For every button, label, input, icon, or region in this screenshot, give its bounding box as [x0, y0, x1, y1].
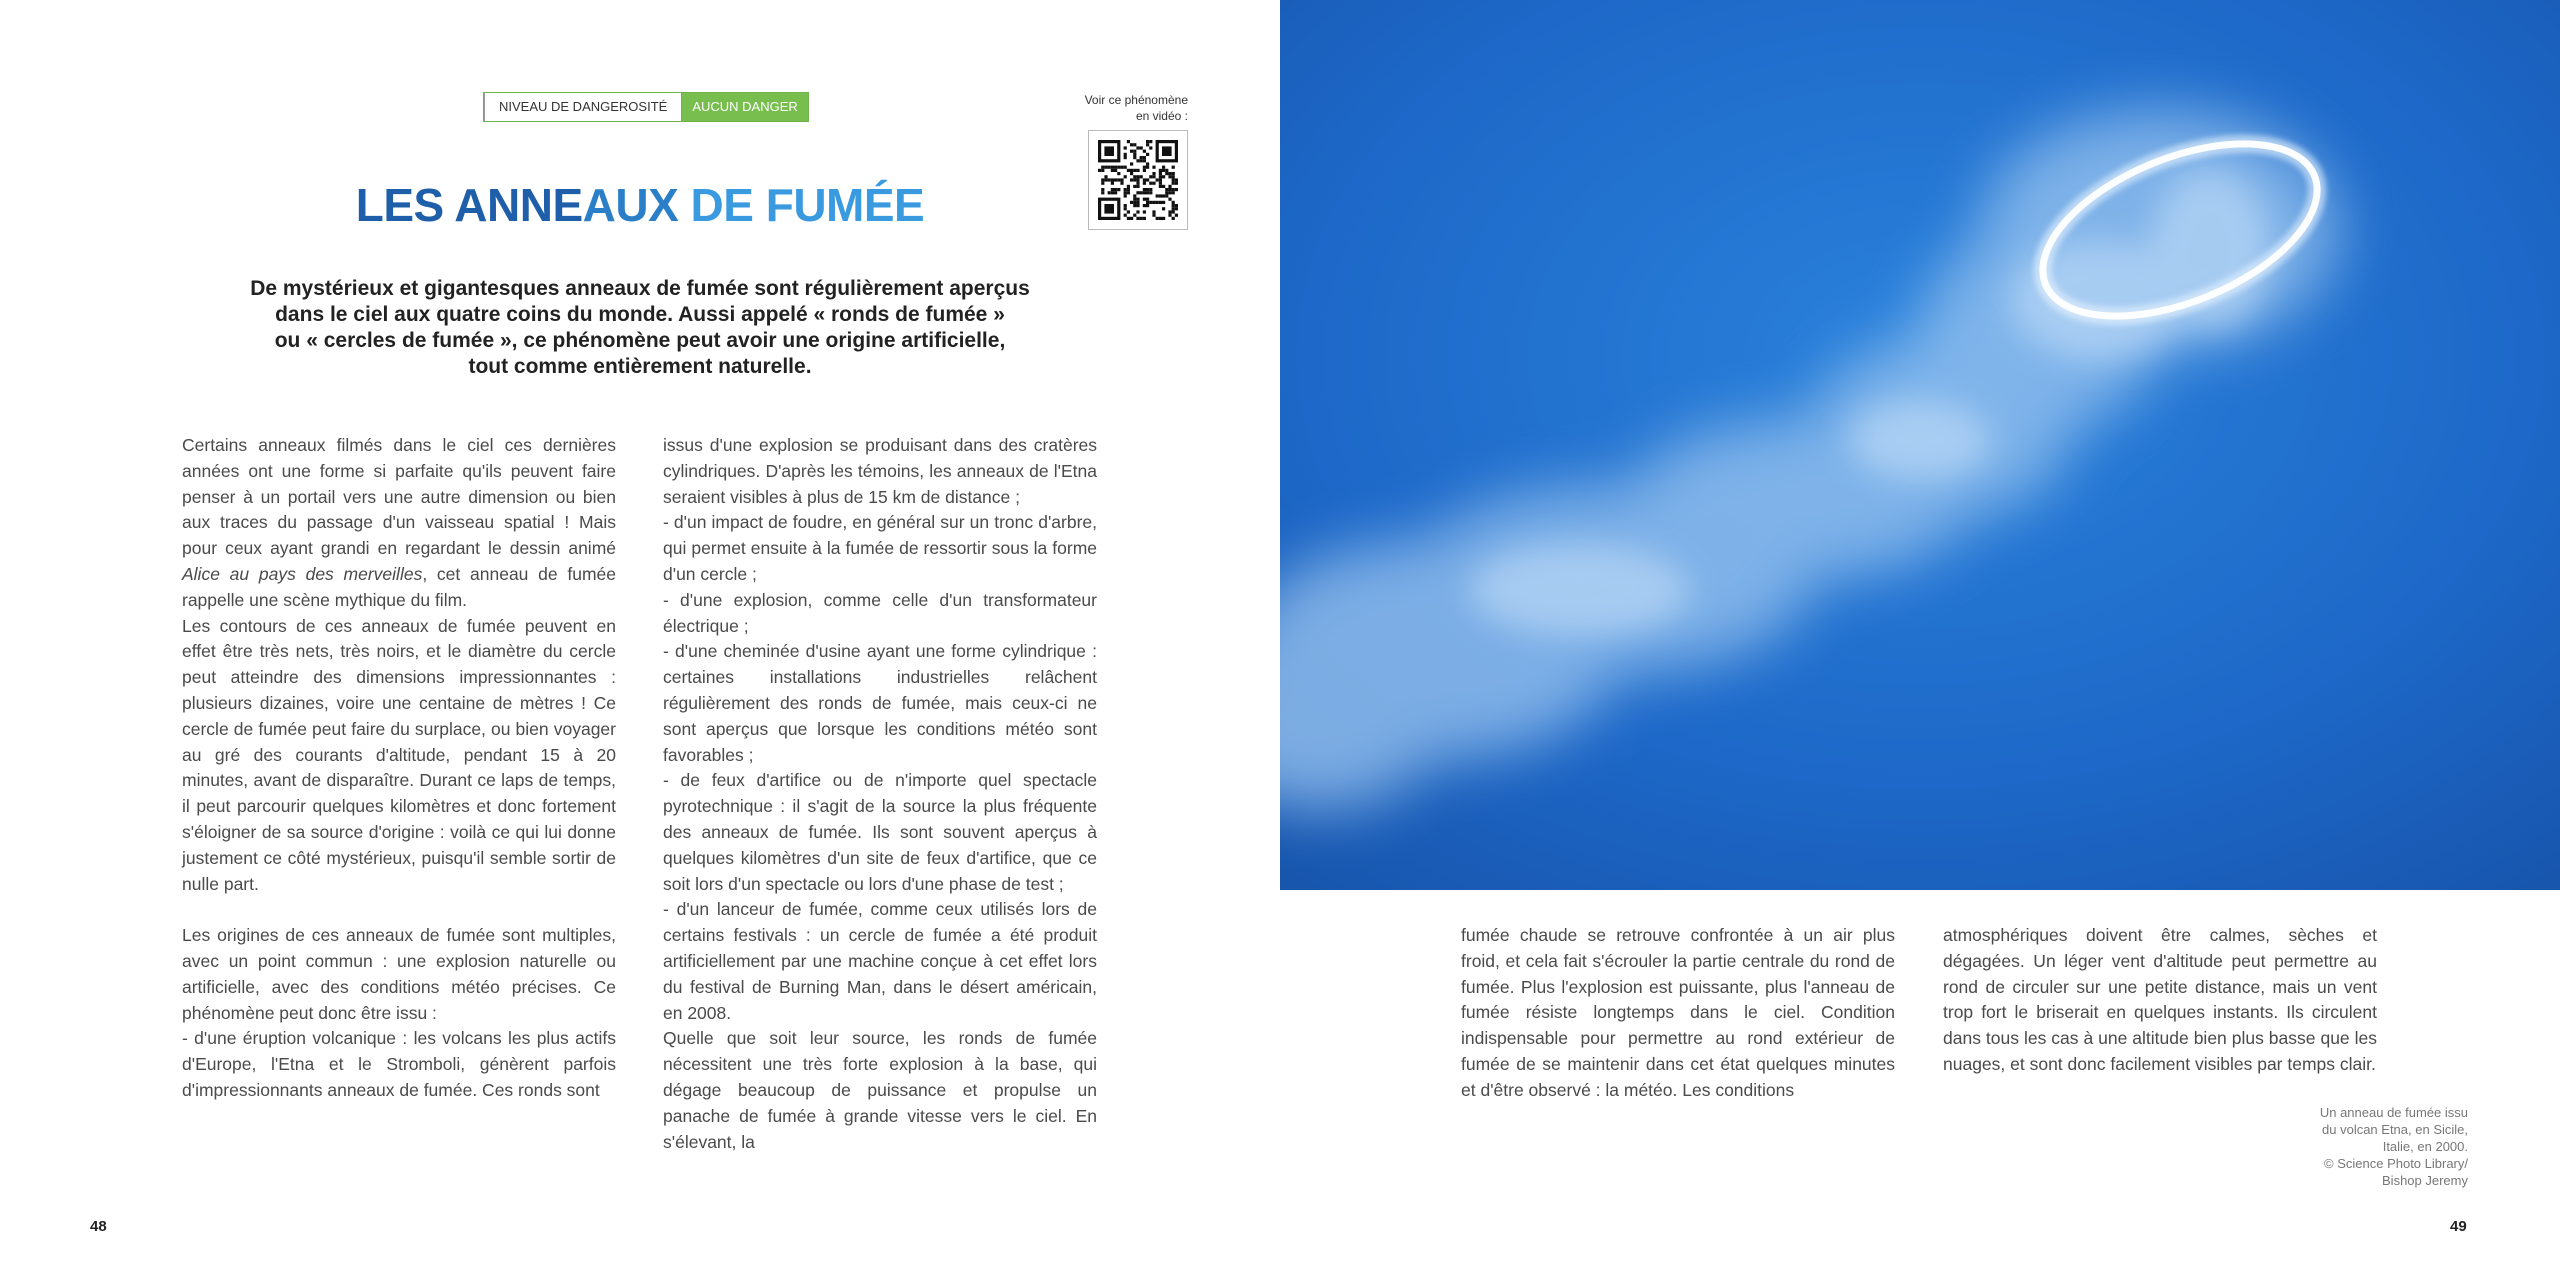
body-paragraph: Les contours de ces anneaux de fumée peuvent en effet être très nets, très noirs, et le diamètre du cercle peut atteindre des dimensions impressionnantes : plusieurs dizaines, voire une centaine de mètres ! Ce cercle de fumée peut faire du surplace, ou bien voyager au gré des courants d'altitude, pendant 15 à 20 minutes, avant de disparaître. Durant ce laps de temps, il peut parcourir quelques kilomètres et donc fortement s'éloigner de sa source d'origine : voilà ce qui lui donne justement ce côté mystérieux, puisqu'il semble sortir de nulle part. [182, 615, 616, 894]
intro-line: ou « cercles de fumée », ce phénomène peut avoir une origine artificielle, [274, 329, 1006, 352]
title-part-1: LES ANNE [355, 179, 583, 231]
caption-line: Italie, en 2000. [2382, 1139, 2468, 1154]
body-text: Certains anneaux filmés dans le ciel ces dernières années ont une forme si parfaite qu'ils peuvent faire penser à un portail vers une autre dimension ou bien aux traces du passage d'un vaisseau spatial ! Mais pour ceux ayant grandi en regardant le dessin animé [182, 435, 616, 559]
video-note [1030, 92, 1188, 124]
title-part-2: AUX [582, 179, 691, 231]
body-paragraph: Les origines de ces anneaux de fumée sont multiples, avec un point commun : une explosion naturelle ou artificielle, avec des conditions météo précises. Ce phénomène peut donc être issu : [182, 925, 616, 1023]
qr-code-icon [1098, 140, 1178, 220]
body-paragraph: Quelle que soit leur source, les ronds de fumée nécessitent une très forte explosion à la base, qui dégage beaucoup de puissance et propulse un panache de fumée à grande vitesse vers le ciel. En s'élevant, la [663, 1028, 1097, 1152]
intro-paragraph [200, 276, 1080, 380]
smoke-ring-image [1280, 0, 2560, 890]
video-note-line1: Voir ce phénomène [1084, 93, 1188, 107]
text-column-1 [182, 433, 616, 1104]
body-paragraph: - d'un lanceur de fumée, comme ceux utilisés lors de certains festivals : un cercle de fumée a été produit artificiellement par une machine conçue à cet effet lors du festival de Burning Man, dans le désert américain, en 2008. [663, 899, 1097, 1023]
body-paragraph: atmosphériques doivent être calmes, sèches et dégagées. Un léger vent d'altitude peut permettre au rond de circuler sur une petite distance, mais un vent trop fort le briserait en quelques instants. Ils circulent dans tous les cas à une altitude bien plus basse que les nuages, et sont donc facilement visibles par temps clair. [1943, 925, 2377, 1074]
caption-line: Un anneau de fumée issu [2319, 1105, 2468, 1120]
body-text: , cet anneau de fumée rappelle une scène mythique du film. [182, 563, 617, 610]
intro-line: tout comme entièrement naturelle. [468, 355, 812, 378]
body-paragraph: - d'une explosion, comme celle d'un transformateur électrique ; [663, 589, 1097, 636]
caption-line: du volcan Etna, en Sicile, [2322, 1122, 2468, 1137]
danger-level-badge [483, 92, 809, 122]
intro-line: dans le ciel aux quatre coins du monde. Aussi appelé « ronds de fumée » [275, 303, 1005, 326]
body-paragraph: - d'un impact de foudre, en général sur un tronc d'arbre, qui permet ensuite à la fumée de ressortir sous la forme d'un cercle ; [663, 512, 1097, 584]
title-part-3: DE FUMÉE [690, 179, 925, 231]
danger-level-label: NIVEAU DE DANGEROSITÉ [484, 93, 682, 121]
body-paragraph: - de feux d'artifice ou de n'importe quel spectacle pyrotechnique : il s'agit de la source la plus fréquente des anneaux de fumée. Ils sont souvent aperçus à quelques kilomètres d'un site de feux d'artifice, que ce soit lors d'un spectacle ou lors d'une phase de test ; [663, 770, 1097, 894]
qr-code[interactable] [1088, 130, 1188, 230]
body-paragraph: fumée chaude se retrouve confrontée à un air plus froid, et cela fait s'écrouler la partie centrale du rond de fumée. Plus l'explosion est puissante, plus l'anneau de fumée résiste longtemps dans le ciel. Condition indispensable pour permettre au rond extérieur de fumée de se maintenir dans cet état quelques minutes et d'être observé : la météo. Les conditions [1461, 925, 1895, 1100]
page-number-left: 48 [90, 1218, 107, 1235]
article-title [300, 178, 980, 232]
smoke-ring-photo [1280, 0, 2560, 890]
body-paragraph: - d'une cheminée d'usine ayant une forme cylindrique : certaines installations industrielles relâchent régulièrement des ronds de fumée, mais ceux-ci ne sont aperçus que lorsque les conditions météo sont favorables ; [663, 641, 1097, 765]
text-column-4 [1943, 923, 2377, 1078]
body-paragraph: issus d'une explosion se produisant dans des cratères cylindriques. D'après les témoins, les anneaux de l'Etna seraient visibles à plus de 15 km de distance ; [663, 435, 1097, 507]
book-title: Alice au pays des merveilles [182, 563, 423, 584]
page-number-right: 49 [2450, 1218, 2467, 1235]
caption-credit: © Science Photo Library/ [2324, 1156, 2468, 1171]
body-paragraph: - d'une éruption volcanique : les volcans les plus actifs d'Europe, l'Etna et le Stromboli, génèrent parfois d'impressionnants anneaux de fumée. Ces ronds sont [182, 1028, 616, 1100]
body-paragraph [182, 433, 616, 614]
text-column-2 [663, 433, 1097, 1155]
photo-caption [2200, 1104, 2468, 1189]
danger-level-value: AUCUN DANGER [682, 93, 807, 121]
caption-credit: Bishop Jeremy [2382, 1173, 2468, 1188]
text-column-3 [1461, 923, 1895, 1104]
intro-line: De mystérieux et gigantesques anneaux de fumée sont régulièrement aperçus [250, 277, 1030, 300]
video-note-line2: en vidéo : [1135, 109, 1188, 123]
